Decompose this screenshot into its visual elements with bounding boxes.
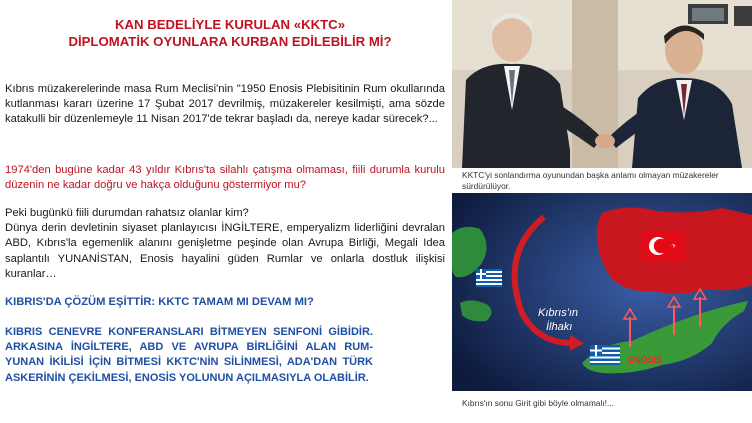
map-label-line-1: Kıbrıs'ın xyxy=(538,307,579,319)
greek-flag-top xyxy=(476,269,502,287)
photo-caption: KKTC'yi sonlandırma oyunundan başka anlamı olmayan müzakereler sürdürülüyor. xyxy=(462,170,719,191)
cyprus-map-illustration xyxy=(452,193,752,391)
title-line-1: KAN BEDELİYLE KURULAN «KKTC» xyxy=(114,17,346,32)
paragraph-intro: Kıbrıs müzakerelerinde masa Rum Meclisi'nin "1950 Enosis Plebisitinin Rum okullarında kutlanması kararı üzerine 17 Şubat 2017 devrilmiş, müzakereler kesilmişti, ama sözde katakulli bir düzenlemeyle 11 Nisan 2017'de tekrar başladı da, nereye kadar sürecek?... xyxy=(5,83,445,126)
title-line-2: DİPLOMATİK OYUNLARA KURBAN EDİLEBİLİR Mİ? xyxy=(68,34,392,49)
conclusion-paragraph: KIBRIS CENEVRE KONFERANSLARI BİTMEYEN SENFONİ GİBİDİR. ARKASINA İNGİLTERE, ABD VE AVRUPA BİRLİĞİNİ ALAN RUM-YUNAN İKİLİSİ İÇİN BİTMESİ KKTC'NİN SİLİNMESİ, ADA'DAN TÜRK ASKERİNİN ÇEKİLMESİ, ENOSİS YOLUNUN AÇILMASIYLA OLABİLİR. xyxy=(5,326,373,384)
map-enosis-label: ENOSİS xyxy=(628,355,663,365)
greek-flag-cyprus xyxy=(590,345,620,365)
paragraph-actors-question: Peki bugünkü fiili durumdan rahatsız olanlar kim? xyxy=(5,207,249,219)
page-title xyxy=(30,16,430,50)
paragraph-actors-body: Dünya derin devletinin siyaset planlayıcısı İNGİLTERE, emperyalizm liderliğini devralan ABD, Kıbrıs'la egemenlik alanını genişletme peşinde olan Avrupa Birliği, Megali Idea saplantılı YUNANİSTAN, Enosis hayalini güden Rumlar ve onlarla dostluk ilişkisi kuranlar… xyxy=(5,222,445,280)
paragraph-actors xyxy=(5,206,445,282)
map-label-line-2: İlhakı xyxy=(546,321,573,333)
map-caption: Kıbrıs'ın sonu Girit gibi böyle olmamalı!... xyxy=(462,398,614,408)
question-heading: KIBRIS'DA ÇÖZÜM EŞİTTİR: KKTC TAMAM MI DEVAM MI? xyxy=(5,296,314,308)
paragraph-highlight: 1974'den bugüne kadar 43 yıldır Kıbrıs'ta silahlı çatışma olmaması, fiili durumla kurulu düzenin ne kadar doğru ve hakça olduğunu göstermiyor mu? xyxy=(5,164,445,192)
handshake-photo xyxy=(452,0,752,168)
